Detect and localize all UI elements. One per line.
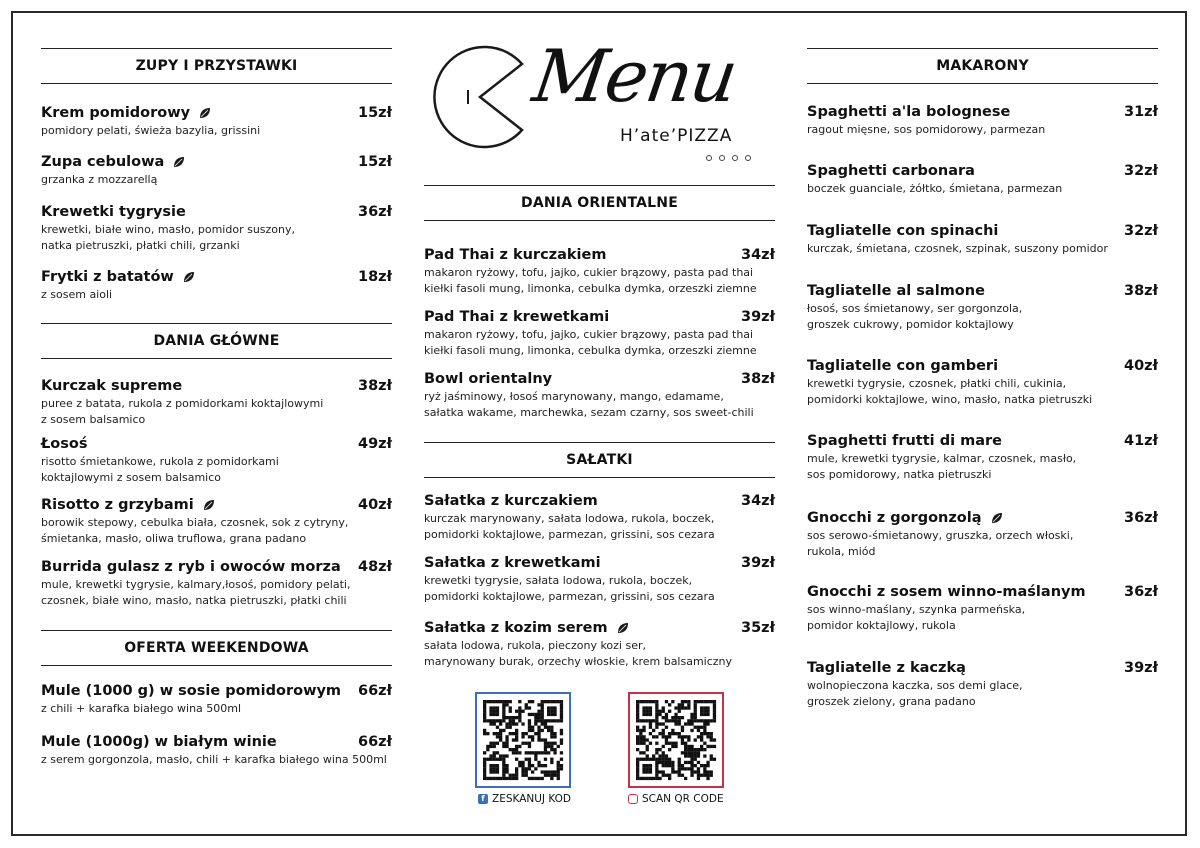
item-description: z chili + karafka białego wina 500ml bbox=[41, 702, 242, 715]
item-description: grzanka z mozzarellą bbox=[41, 173, 158, 186]
qr-label-text: SCAN QR CODE bbox=[642, 793, 724, 805]
menu-item bbox=[41, 378, 392, 427]
item-name: Gnocchi z sosem winno-maślanym bbox=[807, 584, 1086, 600]
item-price: 32zł bbox=[1124, 223, 1158, 239]
menu-item bbox=[807, 660, 1158, 709]
item-description: kurczak, śmietana, czosnek, szpinak, suszony pomidor bbox=[807, 242, 1108, 255]
item-description: makaron ryżowy, tofu, jajko, cukier brązowy, pasta pad thai kiełki fasoli mung, limonka, cebulka dymka, orzeszki ziemne bbox=[424, 328, 757, 357]
item-price: 36zł bbox=[1124, 510, 1158, 526]
logo-dots bbox=[706, 155, 751, 161]
item-name: Krem pomidorowy bbox=[41, 105, 191, 121]
item-name: Burrida gulasz z ryb i owoców morza bbox=[41, 559, 341, 575]
item-name: Bowl orientalny bbox=[424, 371, 553, 387]
item-name: Tagliatelle con spinachi bbox=[807, 223, 999, 239]
menu-item bbox=[41, 154, 392, 188]
item-name: Gnocchi z gorgonzolą bbox=[807, 510, 982, 526]
item-name: Pad Thai z krewetkami bbox=[424, 309, 610, 325]
item-description: ryż jaśminowy, łosoś marynowany, mango, edamame, sałatka wakame, marchewka, sezam czarny, sos sweet-chili bbox=[424, 390, 754, 419]
qr-label-facebook bbox=[478, 793, 571, 805]
menu-item bbox=[424, 620, 775, 669]
item-description: krewetki tygrysie, czosnek, płatki chili, cukinia, pomidorki koktajlowe, wino, masło, natka pietruszki bbox=[807, 377, 1093, 406]
item-price: 48zł bbox=[358, 559, 392, 575]
section-heading: DANIA GŁÓWNE bbox=[41, 323, 392, 359]
menu-item bbox=[807, 283, 1158, 332]
section-heading: SAŁATKI bbox=[424, 442, 775, 478]
menu-item bbox=[424, 493, 775, 542]
item-description: sos winno-maślany, szynka parmeńska, pomidor koktajlowy, rukola bbox=[807, 603, 1026, 632]
item-description: borowik stepowy, cebulka biała, czosnek, sok z cytryny, śmietanka, masło, oliwa truflowa, grana padano bbox=[41, 516, 349, 545]
item-name: Sałatka z kozim serem bbox=[424, 620, 608, 636]
item-price: 66zł bbox=[358, 683, 392, 699]
menu-item bbox=[41, 204, 392, 253]
item-price: 39zł bbox=[741, 555, 775, 571]
vegetarian-leaf-icon bbox=[990, 511, 1004, 525]
menu-item bbox=[807, 223, 1158, 257]
item-price: 38zł bbox=[358, 378, 392, 394]
menu-item bbox=[807, 163, 1158, 197]
item-name: Kurczak supreme bbox=[41, 378, 183, 394]
item-price: 15zł bbox=[358, 154, 392, 170]
item-price: 15zł bbox=[358, 105, 392, 121]
item-price: 41zł bbox=[1124, 433, 1158, 449]
item-price: 31zł bbox=[1124, 104, 1158, 120]
item-description: krewetki, białe wino, masło, pomidor suszony, natka pietruszki, płatki chili, grzanki bbox=[41, 223, 295, 252]
item-description: pomidory pelati, świeża bazylia, grissini bbox=[41, 124, 261, 137]
menu-item bbox=[424, 247, 775, 296]
item-name: Spaghetti frutti di mare bbox=[807, 433, 1002, 449]
item-name: Sałatka z kurczakiem bbox=[424, 493, 598, 509]
facebook-icon: f bbox=[478, 794, 488, 804]
item-description: boczek guanciale, żółtko, śmietana, parmezan bbox=[807, 182, 1063, 195]
section-heading: ZUPY I PRZYSTAWKI bbox=[41, 48, 392, 84]
item-price: 38zł bbox=[1124, 283, 1158, 299]
item-description: mule, krewetki tygrysie, kalmar, czosnek, masło, sos pomidorowy, natka pietruszki bbox=[807, 452, 1077, 481]
item-price: 40zł bbox=[1124, 358, 1158, 374]
item-price: 39zł bbox=[1124, 660, 1158, 676]
item-price: 39zł bbox=[741, 309, 775, 325]
section-heading: MAKARONY bbox=[807, 48, 1158, 84]
menu-item bbox=[41, 105, 392, 139]
section-heading: DANIA ORIENTALNE bbox=[424, 185, 775, 221]
qr-label-instagram bbox=[628, 793, 724, 805]
instagram-icon bbox=[628, 794, 638, 804]
vegetarian-leaf-icon bbox=[182, 270, 196, 284]
menu-item bbox=[41, 683, 392, 717]
item-name: Sałatka z krewetkami bbox=[424, 555, 601, 571]
item-price: 18zł bbox=[358, 269, 392, 285]
item-description: makaron ryżowy, tofu, jajko, cukier brązowy, pasta pad thai kiełki fasoli mung, limonka, cebulka dymka, orzeszki ziemne bbox=[424, 266, 757, 295]
menu-item bbox=[807, 433, 1158, 482]
item-name: Pad Thai z kurczakiem bbox=[424, 247, 607, 263]
menu-item bbox=[41, 269, 392, 303]
item-description: ragout mięsne, sos pomidorowy, parmezan bbox=[807, 123, 1046, 136]
item-name: Tagliatelle con gamberi bbox=[807, 358, 999, 374]
item-price: 32zł bbox=[1124, 163, 1158, 179]
item-name: Tagliatelle al salmone bbox=[807, 283, 985, 299]
pacman-logo-icon bbox=[430, 42, 530, 152]
section-heading: OFERTA WEEKENDOWA bbox=[41, 630, 392, 666]
item-price: 49zł bbox=[358, 436, 392, 452]
item-price: 35zł bbox=[741, 620, 775, 636]
item-price: 34zł bbox=[741, 247, 775, 263]
menu-item bbox=[41, 734, 392, 768]
menu-item bbox=[424, 555, 775, 604]
menu-item bbox=[41, 436, 392, 485]
restaurant-logo bbox=[430, 34, 775, 168]
qr-label-text: ZESKANUJ KOD bbox=[492, 793, 572, 805]
menu-item bbox=[807, 510, 1158, 559]
item-price: 36zł bbox=[358, 204, 392, 220]
menu-item bbox=[41, 559, 392, 608]
vegetarian-leaf-icon bbox=[616, 621, 630, 635]
item-price: 40zł bbox=[358, 497, 392, 513]
facebook-qr-code[interactable] bbox=[475, 692, 571, 788]
item-description: krewetki tygrysie, sałata lodowa, rukola, boczek, pomidorki koktajlowe, parmezan, grissini, sos cezara bbox=[424, 574, 715, 603]
item-name: Krewetki tygrysie bbox=[41, 204, 186, 220]
item-name: Frytki z batatów bbox=[41, 269, 174, 285]
logo-title: Menu bbox=[528, 34, 741, 118]
item-description: łosoś, sos śmietanowy, ser gorgonzola, groszek cukrowy, pomidor koktajlowy bbox=[807, 302, 1023, 331]
logo-subtitle: H’ate’PIZZA bbox=[620, 126, 733, 146]
item-price: 34zł bbox=[741, 493, 775, 509]
item-description: sos serowo-śmietanowy, gruszka, orzech włoski, rukola, miód bbox=[807, 529, 1074, 558]
item-name: Zupa cebulowa bbox=[41, 154, 165, 170]
item-name: Łosoś bbox=[41, 436, 88, 452]
vegetarian-leaf-icon bbox=[198, 106, 212, 120]
menu-item bbox=[807, 104, 1158, 138]
vegetarian-leaf-icon bbox=[172, 155, 186, 169]
item-description: mule, krewetki tygrysie, kalmary,łosoś, pomidory pelati, czosnek, białe wino, masło, natka pietruszki, płatki chili bbox=[41, 578, 351, 607]
menu-item bbox=[41, 497, 392, 546]
vegetarian-leaf-icon bbox=[202, 498, 216, 512]
item-name: Risotto z grzybami bbox=[41, 497, 194, 513]
item-name: Spaghetti a'la bolognese bbox=[807, 104, 1011, 120]
item-description: puree z batata, rukola z pomidorkami koktajlowymi z sosem balsamico bbox=[41, 397, 324, 426]
item-description: risotto śmietankowe, rukola z pomidorkami koktajlowymi z sosem balsamico bbox=[41, 455, 279, 484]
item-description: sałata lodowa, rukola, pieczony kozi ser, marynowany burak, orzechy włoskie, krem balsamiczny bbox=[424, 639, 733, 668]
menu-item bbox=[424, 309, 775, 358]
item-name: Mule (1000 g) w sosie pomidorowym bbox=[41, 683, 342, 699]
item-description: wolnopieczona kaczka, sos demi glace, groszek zielony, grana padano bbox=[807, 679, 1023, 708]
item-price: 66zł bbox=[358, 734, 392, 750]
menu-item bbox=[807, 358, 1158, 407]
menu-item bbox=[807, 584, 1158, 633]
item-description: z sosem aioli bbox=[41, 288, 113, 301]
item-description: kurczak marynowany, sałata lodowa, rukola, boczek, pomidorki koktajlowe, parmezan, grissini, sos cezara bbox=[424, 512, 715, 541]
item-name: Mule (1000g) w białym winie bbox=[41, 734, 277, 750]
item-description: z serem gorgonzola, masło, chili + karafka białego wina 500ml bbox=[41, 753, 387, 766]
item-name: Spaghetti carbonara bbox=[807, 163, 975, 179]
item-price: 36zł bbox=[1124, 584, 1158, 600]
menu-item bbox=[424, 371, 775, 420]
instagram-qr-code[interactable] bbox=[628, 692, 724, 788]
item-name: Tagliatelle z kaczką bbox=[807, 660, 966, 676]
item-price: 38zł bbox=[741, 371, 775, 387]
